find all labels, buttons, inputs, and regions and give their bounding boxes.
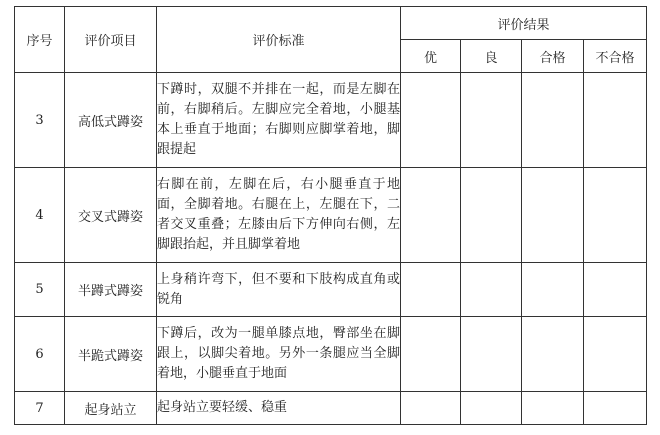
- header-result: 评价结果: [401, 7, 647, 40]
- header-grade-pass: 合格: [522, 40, 584, 73]
- grade-excellent-cell: [401, 263, 461, 317]
- header-grade-fail: 不合格: [584, 40, 647, 73]
- grade-good-cell: [461, 168, 522, 263]
- header-standard: 评价标准: [157, 7, 401, 73]
- row-number: 7: [15, 392, 65, 425]
- grade-pass-cell: [522, 317, 584, 392]
- grade-good-cell: [461, 263, 522, 317]
- grade-fail-cell: [584, 73, 647, 168]
- grade-good-cell: [461, 73, 522, 168]
- header-item: 评价项目: [65, 7, 157, 73]
- grade-good-cell: [461, 317, 522, 392]
- grade-fail-cell: [584, 392, 647, 425]
- header-grade-good: 良: [461, 40, 522, 73]
- row-standard: 右脚在前，左脚在后，右小腿垂直于地面，全脚着地。右腿在上，左腿在下，二者交叉重叠；左膝由后下方伸向右侧，左脚跟抬起，并且脚掌着地: [157, 168, 401, 263]
- grade-excellent-cell: [401, 392, 461, 425]
- row-item: 半跪式蹲姿: [65, 317, 157, 392]
- row-number: 3: [15, 73, 65, 168]
- grade-fail-cell: [584, 317, 647, 392]
- grade-fail-cell: [584, 168, 647, 263]
- row-standard: 上身稍许弯下，但不要和下肢构成直角或锐角: [157, 263, 401, 317]
- grade-pass-cell: [522, 263, 584, 317]
- grade-pass-cell: [522, 168, 584, 263]
- header-seq: 序号: [15, 7, 65, 73]
- grade-pass-cell: [522, 392, 584, 425]
- grade-pass-cell: [522, 73, 584, 168]
- row-number: 6: [15, 317, 65, 392]
- row-item: 交叉式蹲姿: [65, 168, 157, 263]
- row-standard: 起身站立要轻缓、稳重: [157, 392, 401, 425]
- header-grade-excellent: 优: [401, 40, 461, 73]
- row-standard: 下蹲时，双腿不并排在一起，而是左脚在前，右脚稍后。左脚应完全着地，小腿基本上垂直于地面；右脚则应脚掌着地，脚跟提起: [157, 73, 401, 168]
- row-item: 高低式蹲姿: [65, 73, 157, 168]
- row-item: 半蹲式蹲姿: [65, 263, 157, 317]
- evaluation-table: [14, 6, 647, 425]
- table-row: [15, 73, 647, 168]
- row-standard: 下蹲后，改为一腿单膝点地，臀部坐在脚跟上，以脚尖着地。另外一条腿应当全脚着地，小腿垂直于地面: [157, 317, 401, 392]
- table-row: [15, 168, 647, 263]
- grade-excellent-cell: [401, 317, 461, 392]
- grade-excellent-cell: [401, 168, 461, 263]
- row-number: 5: [15, 263, 65, 317]
- grade-good-cell: [461, 392, 522, 425]
- row-item: 起身站立: [65, 392, 157, 425]
- row-number: 4: [15, 168, 65, 263]
- grade-excellent-cell: [401, 73, 461, 168]
- grade-fail-cell: [584, 263, 647, 317]
- table-row: [15, 317, 647, 392]
- table-row: [15, 263, 647, 317]
- table-row: [15, 392, 647, 425]
